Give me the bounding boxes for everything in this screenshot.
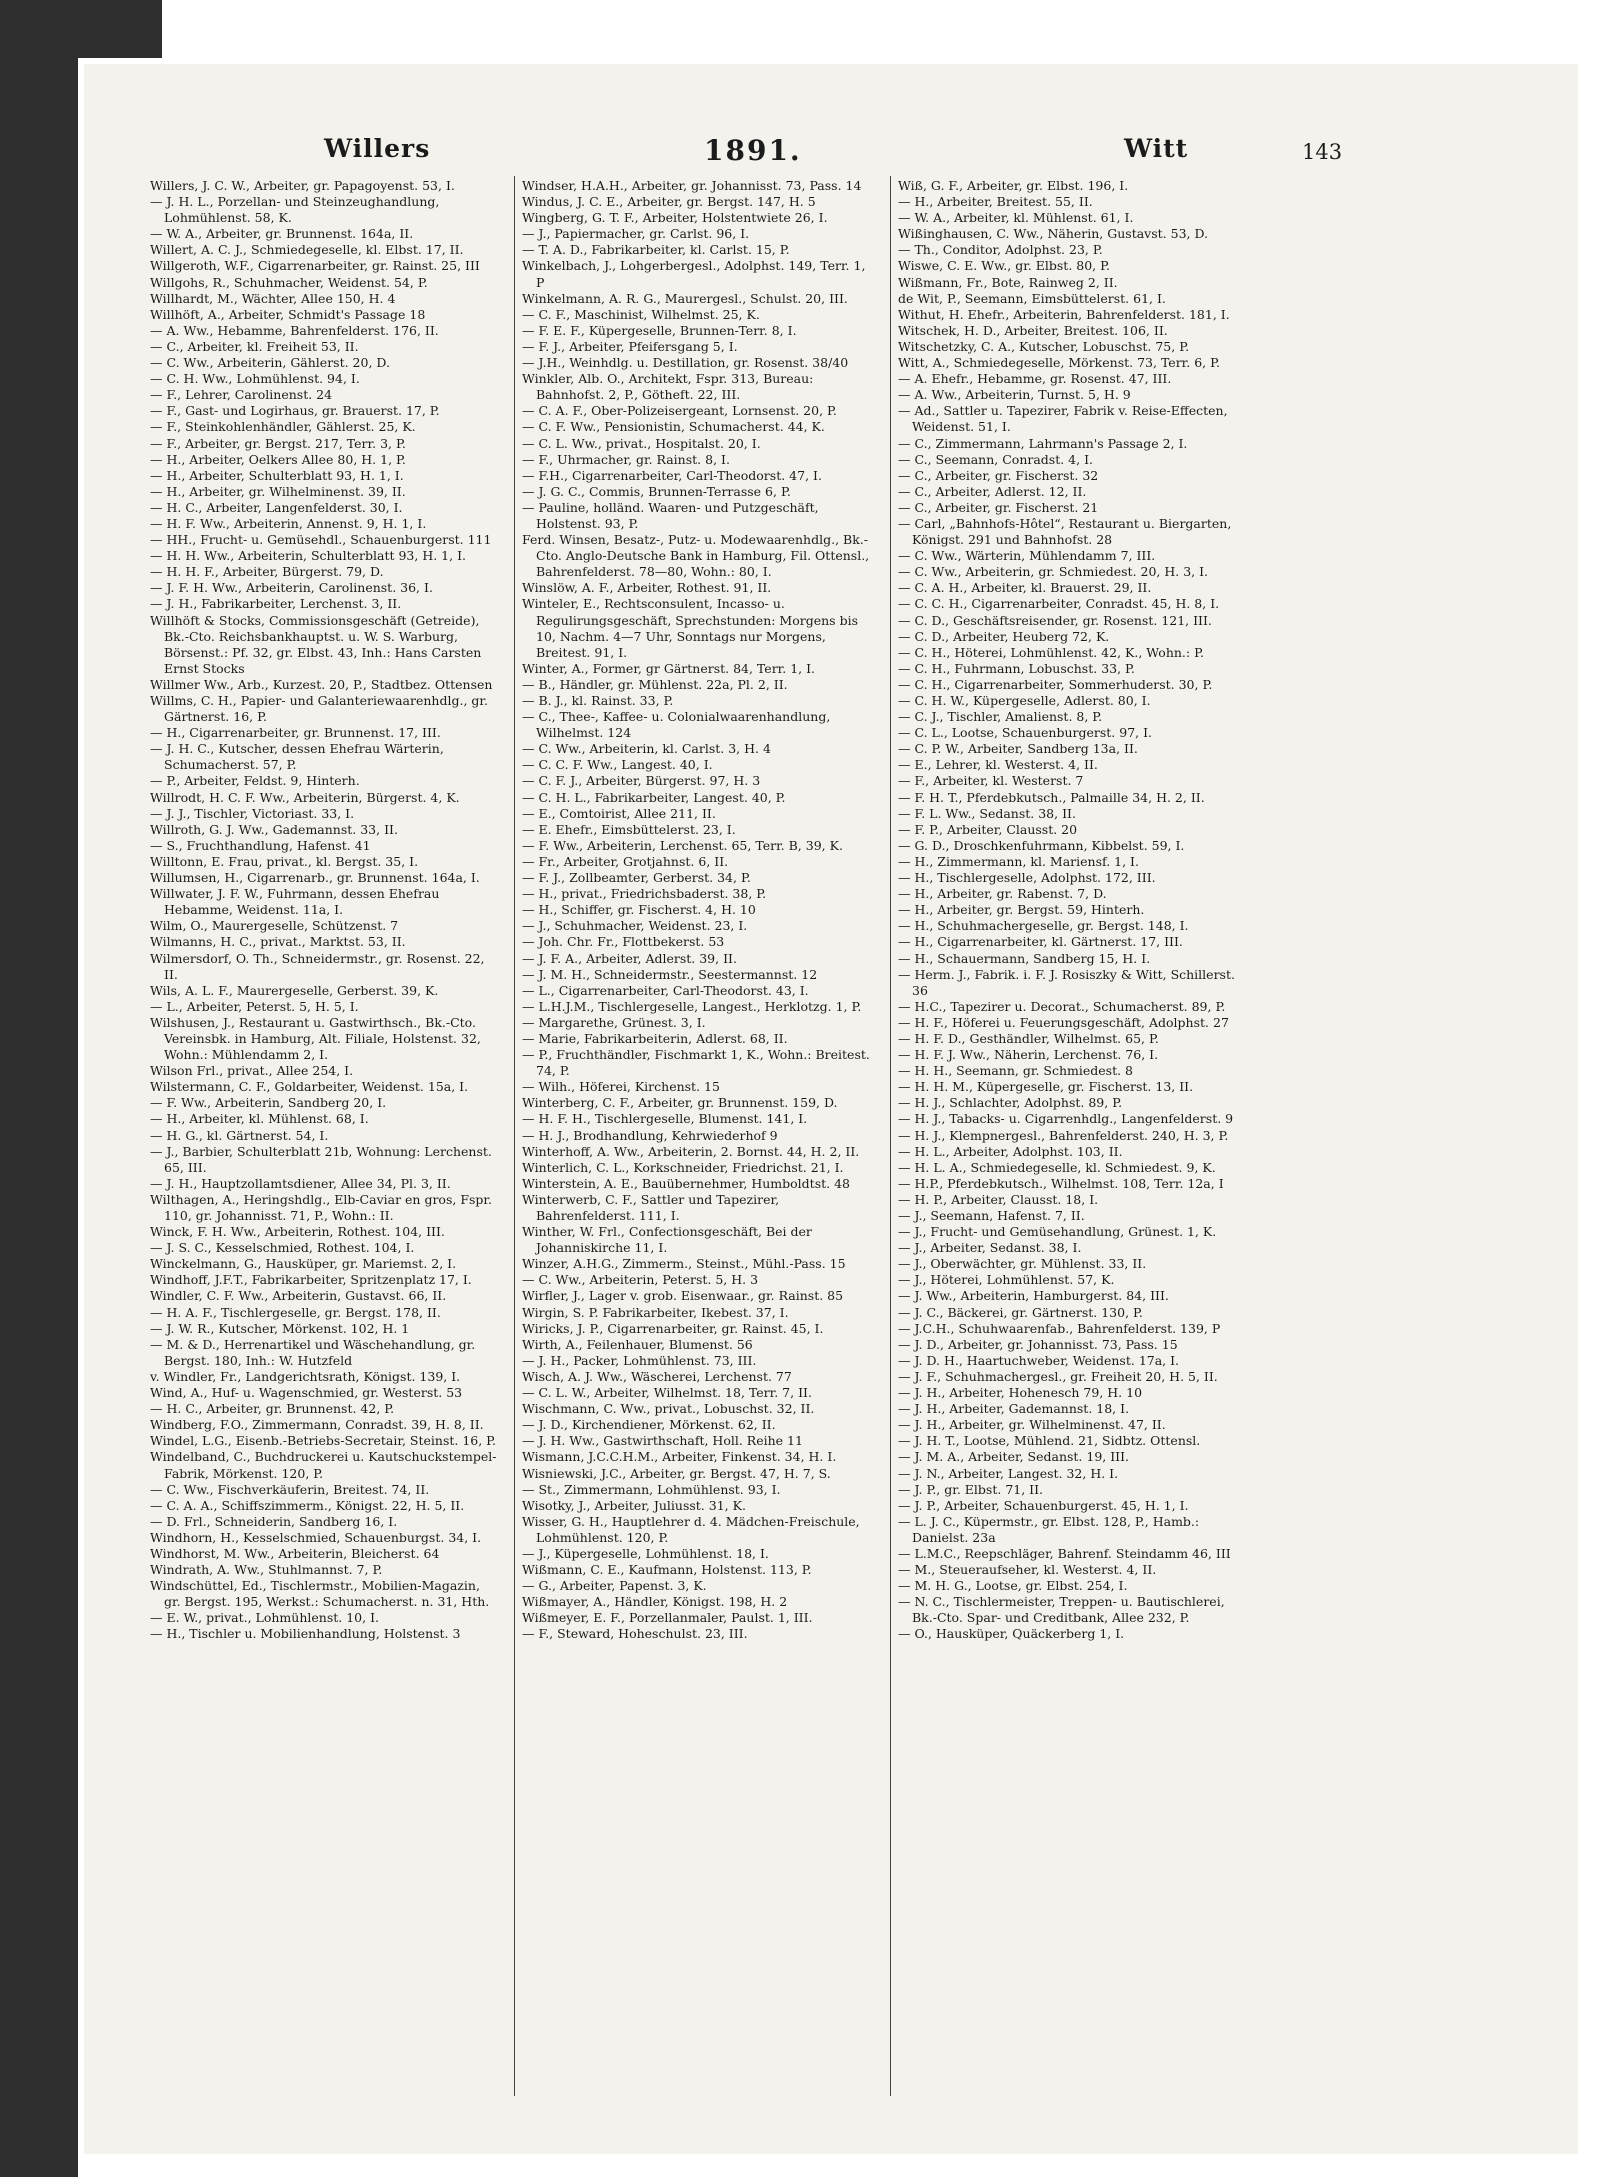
directory-entry: Wisotky, J., Arbeiter, Juliusst. 31, K. [522,1497,746,1513]
directory-entry: Willmer Ww., Arb., Kurzest. 20, P., Stadtbez. Ottensen [150,676,493,692]
directory-entry: — J. F. A., Arbeiter, Adlerst. 39, II. [522,950,737,966]
directory-entry: Wiricks, J. P., Cigarrenarbeiter, gr. Rainst. 45, I. [522,1320,824,1336]
directory-entry: Winterlich, C. L., Korkschneider, Friedrichst. 21, I. [522,1159,844,1175]
directory-entry: Windschüttel, Ed., Tischlermstr., Mobilien-Magazin, gr. Bergst. 195, Werkst.: Schumacherst. n. 31, Hth. [150,1578,490,1610]
directory-entry: Wiswe, C. E. Ww., gr. Elbst. 80, P. [898,258,1110,274]
directory-entry: — J. D. H., Haartuchweber, Weidenst. 17a, I. [898,1352,1180,1368]
directory-entry: — Herm. J., Fabrik. i. F. J. Rosiszky & Witt, Schillerst. 36 [898,966,1235,998]
directory-entry: Wilstermann, C. F., Goldarbeiter, Weidenst. 15a, I. [150,1079,469,1095]
directory-entry: Wißinghausen, C. Ww., Näherin, Gustavst. 53, D. [898,226,1209,242]
directory-entry: — H. P., Arbeiter, Clausst. 18, I. [898,1191,1099,1207]
directory-entry: — H., Schauermann, Sandberg 15, H. I. [898,950,1151,966]
directory-entry: — H. C., Arbeiter, Langenfelderst. 30, I. [150,499,403,515]
directory-entry: Winckelmann, G., Hausküper, gr. Mariemst. 2, I. [150,1256,457,1272]
directory-entry: — Margarethe, Grünest. 3, I. [522,1014,706,1030]
directory-entry: — C., Arbeiter, gr. Fischerst. 21 [898,499,1099,515]
directory-entry: Wilthagen, A., Heringshdlg., Elb-Caviar en gros, Fspr. 110, gr. Johannisst. 71, P., Wohn.: II. [150,1191,492,1223]
directory-entry: — J. G. C., Commis, Brunnen-Terrasse 6, P. [522,483,791,499]
directory-entry: — J. H., Arbeiter, Gademannst. 18, I. [898,1401,1130,1417]
directory-entry: — H. H., Seemann, gr. Schmiedest. 8 [898,1063,1134,1079]
directory-entry: — H. J., Klempnergesl., Bahrenfelderst. 240, H. 3, P. [898,1127,1229,1143]
directory-entry: — J., Seemann, Hafenst. 7, II. [898,1208,1085,1223]
directory-entry: Wißmeyer, E. F., Porzellanmaler, Paulst. 1, III. [522,1610,813,1626]
directory-entry: — Wilh., Höferei, Kirchenst. 15 [522,1079,720,1095]
directory-entry: — L.H.J.M., Tischlergeselle, Langest., Herklotzg. 1, P. [522,998,862,1014]
directory-entry: — H. F., Höferei u. Feuerungsgeschäft, Adolphst. 27 [898,1014,1229,1030]
directory-entry: — E. Ehefr., Eimsbüttelerst. 23, I. [522,821,736,837]
directory-entry: — J., Höterei, Lohmühlenst. 57, K. [898,1272,1115,1288]
directory-entry: — C. H., Cigarrenarbeiter, Sommerhuderst. 30, P. [898,676,1213,692]
directory-entry: — F., Steward, Hoheschulst. 23, III. [522,1626,748,1642]
directory-entry: Wisch, A. J. Ww., Wäscherei, Lerchenst. 77 [522,1368,792,1384]
directory-entry: — H. H. M., Küpergeselle, gr. Fischerst. 13, II. [898,1079,1194,1095]
directory-entry: Winterhoff, A. Ww., Arbeiterin, 2. Bornst. 44, H. 2, II. [522,1143,860,1159]
directory-entry: Wirfler, J., Lager v. grob. Eisenwaar., gr. Rainst. 85 [522,1288,844,1304]
directory-entry: — J. H., Fabrikarbeiter, Lerchenst. 3, II. [150,596,402,612]
directory-entry: Winkelmann, A. R. G., Maurergesl., Schulst. 20, III. [522,290,848,306]
directory-entry: — J. Ww., Arbeiterin, Hamburgerst. 84, III. [898,1288,1169,1304]
directory-entry: — J. H. C., Kutscher, dessen Ehefrau Wärterin, Schumacherst. 57, P. [150,741,444,773]
left-guide-word: Willers [324,134,431,163]
directory-entry: Willhardt, M., Wächter, Allee 150, H. 4 [150,290,396,306]
directory-entry: Willers, J. C. W., Arbeiter, gr. Papagoyenst. 53, I. [150,178,455,193]
directory-entry: — J.C.H., Schuhwaarenfab., Bahrenfelderst. 139, P [898,1320,1221,1336]
directory-entry: — C. H., Höterei, Lohmühlenst. 42, K., Wohn.: P. [898,644,1204,660]
directory-entry: — J. H., Hauptzollamtsdiener, Allee 34, Pl. 3, II. [150,1175,451,1191]
directory-entry: Windser, H.A.H., Arbeiter, gr. Johannisst. 73, Pass. 14 [522,178,862,193]
directory-entry: — C. H. L., Fabrikarbeiter, Langest. 40, P. [522,789,786,805]
directory-entry: — N. C., Tischlermeister, Treppen- u. Bautischlerei, Bk.-Cto. Spar- und Creditbank, Allee 232, P. [898,1594,1225,1626]
directory-entry: — C., Zimmermann, Lahrmann's Passage 2, I. [898,435,1188,451]
directory-entry: — C. C. H., Cigarrenarbeiter, Conradst. 45, H. 8, I. [898,596,1220,612]
directory-entry: — J. H. T., Lootse, Mühlend. 21, Sidbtz. Ottensl. [898,1433,1201,1449]
directory-entry: — J. D., Arbeiter, gr. Johannisst. 73, Pass. 15 [898,1336,1178,1352]
directory-entry: — J. H. Ww., Gastwirthschaft, Holl. Reihe 11 [522,1433,803,1449]
directory-entry: Wißmann, Fr., Bote, Rainweg 2, II. [898,274,1118,290]
directory-entry: — J. F., Schuhmachergesl., gr. Freiheit 20, H. 5, II. [898,1368,1218,1384]
directory-entry: — L., Cigarrenarbeiter, Carl-Theodorst. 43, I. [522,982,809,998]
directory-entry: — H., Zimmermann, kl. Mariensf. 1, I. [898,853,1139,869]
directory-entry: — Joh. Chr. Fr., Flottbekerst. 53 [522,934,725,950]
directory-entry: — B., Händler, gr. Mühlenst. 22a, Pl. 2, II. [522,676,788,692]
directory-entry: — C. D., Arbeiter, Heuberg 72, K. [898,628,1110,644]
directory-entry: Wismann, J.C.C.H.M., Arbeiter, Finkenst. 34, H. I. [522,1449,837,1465]
directory-entry: — J. M. A., Arbeiter, Sedanst. 19, III. [898,1449,1130,1465]
directory-entry: — C. Ww., Arbeiterin, Peterst. 5, H. 3 [522,1272,759,1288]
directory-entry: Wisser, G. H., Hauptlehrer d. 4. Mädchen-Freischule, Lohmühlenst. 120, P. [522,1513,860,1545]
directory-entry: Winterwerb, C. F., Sattler und Tapezirer, Bahrenfelderst. 111, I. [522,1191,780,1223]
directory-entry: Winter, A., Former, gr Gärtnerst. 84, Terr. 1, I. [522,660,816,676]
directory-entry: Willhöft & Stocks, Commissionsgeschäft (Getreide), Bk.-Cto. Reichsbankhauptst. u. W. S. Warburg, Börsenst.: Pf. 32, gr. Elbst. 43, Inh.: Hans Carsten Ernst Stocks [150,612,482,676]
directory-entry: — C. Ww., Wärterin, Mühlendamm 7, III. [898,548,1156,564]
directory-entry: Wilmanns, H. C., privat., Marktst. 53, II. [150,934,406,950]
directory-entry: — H. L., Arbeiter, Adolphst. 103, II. [898,1143,1123,1159]
directory-entry: — C., Thee-, Kaffee- u. Colonialwaarenhandlung, Wilhelmst. 124 [522,709,831,741]
directory-entry: — F. P., Arbeiter, Clausst. 20 [898,821,1078,837]
directory-entry: — M., Steueraufseher, kl. Westerst. 4, II. [898,1562,1157,1578]
directory-entry: — J. H., Packer, Lohmühlenst. 73, III. [522,1352,757,1368]
directory-entry: Windler, C. F. Ww., Arbeiterin, Gustavst. 66, II. [150,1288,447,1304]
directory-entry: — H., Tischlergeselle, Adolphst. 172, III. [898,870,1156,886]
directory-entry: — J. W. R., Kutscher, Mörkenst. 102, H. 1 [150,1320,410,1336]
directory-entry: — M. & D., Herrenartikel und Wäschehandlung, gr. Bergst. 180, Inh.: W. Hutzfeld [150,1336,476,1368]
directory-entry: — G., Arbeiter, Papenst. 3, K. [522,1578,707,1594]
scanner-edge-top [0,0,162,58]
directory-entry: — F., Lehrer, Carolinenst. 24 [150,387,333,403]
directory-entry: — St., Zimmermann, Lohmühlenst. 93, I. [522,1481,781,1497]
directory-entry: — J., Arbeiter, Sedanst. 38, I. [898,1240,1082,1256]
directory-entry: — H. G., kl. Gärtnerst. 54, I. [150,1127,329,1143]
page-number: 143 [1302,140,1343,164]
directory-entry: — J., Schuhmacher, Weidenst. 23, I. [522,918,748,934]
directory-entry: — C. A. A., Schiffszimmerm., Königst. 22, H. 5, II. [150,1497,465,1513]
directory-entry: — C., Arbeiter, gr. Fischerst. 32 [898,467,1099,483]
directory-entry: v. Windler, Fr., Landgerichtsrath, Königst. 139, I. [150,1368,461,1384]
directory-entry: Witschek, H. D., Arbeiter, Breitest. 106, II. [898,322,1168,338]
directory-entry: — Marie, Fabrikarbeiterin, Adlerst. 68, II. [522,1030,788,1046]
directory-entry: — J. F. H. Ww., Arbeiterin, Carolinenst. 36, I. [150,580,433,596]
directory-entry: — H., Arbeiter, gr. Bergst. 59, Hinterh. [898,902,1145,918]
directory-entry: — C. Ww., Arbeiterin, kl. Carlst. 3, H. 4 [522,741,771,757]
directory-entry: — H., Arbeiter, Schulterblatt 93, H. 1, I. [150,467,404,483]
directory-entry: — C. L. Ww., privat., Hospitalst. 20, I. [522,435,761,451]
column-divider [890,176,891,2096]
directory-entry: Windrath, A. Ww., Stuhlmannst. 7, P. [150,1562,383,1578]
directory-entry: Windberg, F.O., Zimmermann, Conradst. 39, H. 8, II. [150,1417,484,1433]
directory-entry: — B. J., kl. Rainst. 33, P. [522,693,674,708]
directory-entry: Wißmayer, A., Händler, Königst. 198, H. 2 [522,1594,788,1610]
directory-entry: Willhöft, A., Arbeiter, Schmidt's Passage 18 [150,306,426,322]
directory-column-3 [898,178,1246,2108]
directory-entry: — A. Ehefr., Hebamme, gr. Rosenst. 47, III. [898,371,1172,387]
directory-entry: — L.M.C., Reepschläger, Bahrenf. Steindamm 46, III [898,1545,1231,1561]
directory-entry: — F. Ww., Arbeiterin, Lerchenst. 65, Terr. B, 39, K. [522,837,843,853]
directory-entry: Winterstein, A. E., Bauübernehmer, Humboldtst. 48 [522,1175,850,1191]
directory-entry: — F.H., Cigarrenarbeiter, Carl-Theodorst. 47, I. [522,467,822,483]
directory-entry: — C. F. J., Arbeiter, Bürgerst. 97, H. 3 [522,773,761,789]
directory-entry: — F., Gast- und Logirhaus, gr. Brauerst. 17, P. [150,403,440,419]
directory-entry: — D. Frl., Schneiderin, Sandberg 16, I. [150,1513,398,1529]
directory-entry: Winteler, E., Rechtsconsulent, Incasso- u. Regulirungsgeschäft, Sprechstunden: Morgens bis 10, Nachm. 4—7 Uhr, Sonntags nur Morgens, Breitest. 91, I. [522,596,858,660]
directory-entry: — C. F. Ww., Pensionistin, Schumacherst. 44, K. [522,419,825,435]
directory-entry: — C. F., Maschinist, Wilhelmst. 25, K. [522,306,760,322]
directory-entry: Withut, H. Ehefr., Arbeiterin, Bahrenfelderst. 181, I. [898,306,1230,322]
directory-entry: Willert, A. C. J., Schmiedegeselle, kl. Elbst. 17, II. [150,242,464,258]
directory-entry: — F., Arbeiter, kl. Westerst. 7 [898,773,1084,789]
directory-entry: Willumsen, H., Cigarrenarb., gr. Brunnenst. 164a, I. [150,870,480,886]
directory-entry: Willms, C. H., Papier- und Galanteriewaarenhdlg., gr. Gärtnerst. 16, P. [150,693,488,725]
directory-entry: — H. C., Arbeiter, gr. Brunnenst. 42, P. [150,1401,395,1417]
directory-entry: Winterberg, C. F., Arbeiter, gr. Brunnenst. 159, D. [522,1095,838,1111]
directory-entry: — H. H. F., Arbeiter, Bürgerst. 79, D. [150,564,384,580]
directory-entry: — O., Hausküper, Quäckerberg 1, I. [898,1626,1125,1642]
directory-entry: — A. Ww., Hebamme, Bahrenfelderst. 176, II. [150,322,439,338]
directory-entry: Wilson Frl., privat., Allee 254, I. [150,1063,354,1079]
directory-entry: Willroth, G. J. Ww., Gademannst. 33, II. [150,821,398,837]
directory-entry: — H., Arbeiter, Breitest. 55, II. [898,194,1093,210]
directory-entry: — C. L. W., Arbeiter, Wilhelmst. 18, Terr. 7, II. [522,1385,812,1401]
directory-entry: — H., Arbeiter, Oelkers Allee 80, H. 1, P. [150,451,406,467]
directory-entry: Windus, J. C. E., Arbeiter, gr. Bergst. 147, H. 5 [522,194,816,210]
directory-entry: Wisniewski, J.C., Arbeiter, gr. Bergst. 47, H. 7, S. [522,1465,831,1481]
directory-entry: — C., Arbeiter, Adlerst. 12, II. [898,483,1087,499]
directory-entry: — J., Papiermacher, gr. Carlst. 96, I. [522,226,750,242]
directory-entry: — C. H. Ww., Lohmühlenst. 94, I. [150,371,360,387]
directory-entry: — C. Ww., Fischverkäuferin, Breitest. 74, II. [150,1481,430,1497]
directory-entry: — H. F. Ww., Arbeiterin, Annenst. 9, H. 1, I. [150,515,427,531]
directory-entry: — H. L. A., Schmiedegeselle, kl. Schmiedest. 9, K. [898,1159,1216,1175]
directory-entry: — J., Küpergeselle, Lohmühlenst. 18, I. [522,1545,769,1561]
directory-column-1 [150,178,498,2108]
directory-entry: — L. J. C., Küpermstr., gr. Elbst. 128, P., Hamb.: Danielst. 23a [898,1513,1200,1545]
directory-entry: — F. E. F., Küpergeselle, Brunnen-Terr. 8, I. [522,322,797,338]
directory-entry: — L., Arbeiter, Peterst. 5, H. 5, I. [150,998,359,1014]
directory-entry: Witschetzky, C. A., Kutscher, Lobuschst. 75, P. [898,338,1190,354]
directory-entry: — F. L. Ww., Sedanst. 38, II. [898,805,1076,821]
directory-entry: — M. H. G., Lootse, gr. Elbst. 254, I. [898,1578,1128,1594]
directory-entry: — F. H. T., Pferdebkutsch., Palmaille 34, H. 2, II. [898,789,1205,805]
directory-entry: — J., Frucht- und Gemüsehandlung, Grünest. 1, K. [898,1224,1217,1240]
directory-entry: — A. Ww., Arbeiterin, Turnst. 5, H. 9 [898,387,1131,403]
directory-page [84,64,1578,2154]
directory-entry: Winkelbach, J., Lohgerbergesl., Adolphst. 149, Terr. 1, P [522,258,866,290]
column-divider [514,176,515,2096]
directory-entry: — F., Uhrmacher, gr. Rainst. 8, I. [522,451,730,467]
directory-entry: — C., Arbeiter, kl. Freiheit 53, II. [150,338,359,354]
directory-entry: — Ad., Sattler u. Tapezirer, Fabrik v. Reise-Effecten, Weidenst. 51, I. [898,403,1228,435]
directory-entry: — H. F. H., Tischlergeselle, Blumenst. 141, I. [522,1111,808,1127]
directory-entry: — Fr., Arbeiter, Grotjahnst. 6, II. [522,853,729,869]
directory-entry: Winslöw, A. F., Arbeiter, Rothest. 91, II. [522,580,772,596]
scanner-edge-left [0,0,78,2177]
directory-entry: Ferd. Winsen, Besatz-, Putz- u. Modewaarenhdlg., Bk.-Cto. Anglo-Deutsche Bank in Hamburg, Fil. Ottensl., Bahrenfelderst. 78—80, Wohn.: 80, I. [522,532,870,580]
directory-entry: — C., Seemann, Conradst. 4, I. [898,451,1093,467]
directory-entry: Wils, A. L. F., Maurergeselle, Gerberst. 39, K. [150,982,439,998]
directory-entry: Windhorn, H., Kesselschmied, Schauenburgst. 34, I. [150,1529,482,1545]
directory-entry: — G. D., Droschkenfuhrmann, Kibbelst. 59, I. [898,837,1185,853]
directory-entry: — J. M. H., Schneidermstr., Seestermannst. 12 [522,966,818,982]
directory-entry: — F. J., Zollbeamter, Gerberst. 34, P. [522,870,751,886]
directory-entry: — J. S. C., Kesselschmied, Rothest. 104, I. [150,1240,415,1256]
directory-entry: — C. J., Tischler, Amalienst. 8, P. [898,709,1103,725]
directory-entry: — H., Arbeiter, kl. Mühlenst. 68, I. [150,1111,369,1127]
directory-entry: Willgeroth, W.F., Cigarrenarbeiter, gr. Rainst. 25, III [150,258,480,274]
right-guide-word: Witt [1124,134,1189,163]
directory-entry: Wingberg, G. T. F., Arbeiter, Holstentwiete 26, I. [522,210,828,226]
directory-entry: — J. H., Arbeiter, gr. Wilhelminenst. 47, II. [898,1417,1166,1433]
directory-entry: Wiß, G. F., Arbeiter, gr. Elbst. 196, I. [898,178,1129,193]
directory-entry: — J. P., gr. Elbst. 71, II. [898,1481,1044,1497]
directory-entry: de Wit, P., Seemann, Eimsbüttelerst. 61, I. [898,290,1166,306]
directory-entry: — H. F. D., Gesthändler, Wilhelmst. 65, P. [898,1030,1159,1046]
directory-column-2 [522,178,870,2108]
directory-entry: — J., Oberwächter, gr. Mühlenst. 33, II. [898,1256,1147,1272]
directory-entry: Wirth, A., Feilenhauer, Blumenst. 56 [522,1336,753,1352]
directory-entry: — S., Fruchthandlung, Hafenst. 41 [150,837,371,853]
directory-entry: — H.P., Pferdebkutsch., Wilhelmst. 108, Terr. 12a, I [898,1175,1224,1191]
directory-entry: — F. Ww., Arbeiterin, Sandberg 20, I. [150,1095,387,1111]
directory-entry: — J. C., Bäckerei, gr. Gärtnerst. 130, P. [898,1304,1143,1320]
directory-entry: — H.C., Tapezirer u. Decorat., Schumacherst. 89, P. [898,998,1226,1014]
directory-entry: — W. A., Arbeiter, kl. Mühlenst. 61, I. [898,210,1134,226]
directory-entry: — H. J., Tabacks- u. Cigarrenhdlg., Langenfelderst. 9 [898,1111,1234,1127]
directory-entry: — H. J., Brodhandlung, Kehrwiederhof 9 [522,1127,778,1143]
directory-entry: — Carl, „Bahnhofs-Hôtel“, Restaurant u. Biergarten, Königst. 291 und Bahnhofst. 28 [898,515,1232,548]
directory-entry: — E., Lehrer, kl. Westerst. 4, II. [898,757,1098,773]
page-header [84,134,1578,178]
directory-entry: — H., Schiffer, gr. Fischerst. 4, H. 10 [522,902,756,918]
directory-entry: — F., Steinkohlenhändler, Gählerst. 25, K. [150,419,416,435]
directory-entry: — P., Arbeiter, Feldst. 9, Hinterh. [150,773,360,789]
directory-entry: Willtonn, E. Frau, privat., kl. Bergst. 35, I. [150,853,419,869]
directory-entry: — W. A., Arbeiter, gr. Brunnenst. 164a, II. [150,226,414,242]
directory-entry: Winkler, Alb. O., Architekt, Fspr. 313, Bureau: Bahnhofst. 2, P., Götheft. 22, III. [522,371,814,403]
directory-entry: Willrodt, H. C. F. Ww., Arbeiterin, Bürgerst. 4, K. [150,789,460,805]
directory-entry: Willwater, J. F. W., Fuhrmann, dessen Ehefrau Hebamme, Weidenst. 11a, I. [150,886,440,918]
directory-entry: — J. H., Arbeiter, Hohenesch 79, H. 10 [898,1385,1143,1401]
directory-entry: — C. D., Geschäftsreisender, gr. Rosenst. 121, III. [898,612,1212,628]
directory-entry: — C. A. H., Arbeiter, kl. Brauerst. 29, II. [898,580,1152,596]
directory-entry: — H., Cigarrenarbeiter, kl. Gärtnerst. 17, III. [898,934,1183,950]
directory-entry: — E., Comtoirist, Allee 211, II. [522,805,716,821]
directory-entry: — C. H. W., Küpergeselle, Adlerst. 80, I. [898,693,1151,708]
directory-entry: — J., Barbier, Schulterblatt 21b, Wohnung: Lerchenst. 65, III. [150,1143,492,1175]
directory-entry: — C. H., Fuhrmann, Lobuschst. 33, P. [898,660,1135,676]
directory-entry: — H. H. Ww., Arbeiterin, Schulterblatt 93, H. 1, I. [150,548,466,564]
directory-entry: Willgohs, R., Schuhmacher, Weidenst. 54, P. [150,274,428,290]
directory-entry: — C. Ww., Arbeiterin, gr. Schmiedest. 20, H. 3, I. [898,564,1209,580]
directory-entry: — H., Arbeiter, gr. Wilhelminenst. 39, II. [150,483,406,499]
directory-entry: — C. C. F. Ww., Langest. 40, I. [522,757,713,773]
directory-entry: — J. J., Tischler, Victoriast. 33, I. [150,805,355,821]
directory-entry: — J. H. L., Porzellan- und Steinzeughandlung, Lohmühlenst. 58, K. [150,194,440,226]
directory-entry: — C. L., Lootse, Schauenburgerst. 97, I. [898,725,1153,741]
directory-entry: — H. A. F., Tischlergeselle, gr. Bergst. 178, II. [150,1304,441,1320]
directory-entry: — C. P. W., Arbeiter, Sandberg 13a, II. [898,741,1138,757]
directory-entry: Wind, A., Huf- u. Wagenschmied, gr. Westerst. 53 [150,1385,463,1401]
directory-entry: — H., Tischler u. Mobilienhandlung, Holstenst. 3 [150,1626,461,1642]
directory-entry: — H., privat., Friedrichsbaderst. 38, P. [522,886,767,902]
directory-entry: Witt, A., Schmiedegeselle, Mörkenst. 73, Terr. 6, P. [898,355,1220,371]
directory-entry: Wilm, O., Maurergeselle, Schützenst. 7 [150,918,399,934]
directory-entry: Winck, F. H. Ww., Arbeiterin, Rothest. 104, III. [150,1224,445,1240]
directory-entry: — Pauline, holländ. Waaren- und Putzgeschäft, Holstenst. 93, P. [522,499,819,531]
directory-entry: — J. N., Arbeiter, Langest. 32, H. I. [898,1465,1119,1481]
directory-entry: Windhoff, J.F.T., Fabrikarbeiter, Spritzenplatz 17, I. [150,1272,472,1288]
directory-entry: — J.H., Weinhdlg. u. Destillation, gr. Rosenst. 38/40 [522,355,849,371]
directory-entry: Wischmann, C. Ww., privat., Lobuschst. 32, II. [522,1401,815,1417]
directory-entry: Wißmann, C. E., Kaufmann, Holstenst. 113, P. [522,1562,812,1578]
directory-entry: — F. J., Arbeiter, Pfeifersgang 5, I. [522,338,738,354]
directory-entry: — Th., Conditor, Adolphst. 23, P. [898,242,1103,258]
directory-entry: Wilshusen, J., Restaurant u. Gastwirthsch., Bk.-Cto. Vereinsbk. in Hamburg, Alt. Filiale, Holstenst. 32, Wohn.: Mühlendamm 2, I. [150,1014,481,1063]
directory-entry: — HH., Frucht- u. Gemüsehdl., Schauenburgerst. 111 [150,532,492,548]
directory-entry: Winzer, A.H.G., Zimmerm., Steinst., Mühl.-Pass. 15 [522,1256,846,1272]
directory-entry: Windhorst, M. Ww., Arbeiterin, Bleicherst. 64 [150,1545,440,1561]
directory-entry: Winther, W. Frl., Confectionsgeschäft, Bei der Johanniskirche 11, I. [522,1224,812,1256]
directory-entry: — T. A. D., Fabrikarbeiter, kl. Carlst. 15, P. [522,242,790,258]
directory-entry: — J. P., Arbeiter, Schauenburgerst. 45, H. 1, I. [898,1497,1189,1513]
directory-entry: — J. D., Kirchendiener, Mörkenst. 62, II. [522,1417,776,1433]
year-heading: 1891. [704,134,802,167]
directory-entry: — H., Cigarrenarbeiter, gr. Brunnenst. 17, III. [150,725,441,741]
directory-entry: — C. Ww., Arbeiterin, Gählerst. 20, D. [150,355,390,371]
directory-entry: Windelband, C., Buchdruckerei u. Kautschuckstempel-Fabrik, Mörkenst. 120, P. [150,1449,497,1481]
directory-entry: Wirgin, S. P. Fabrikarbeiter, Ikebest. 37, I. [522,1304,789,1320]
directory-entry: — F., Arbeiter, gr. Bergst. 217, Terr. 3, P. [150,435,406,451]
directory-entry: — H., Arbeiter, gr. Rabenst. 7, D. [898,886,1107,902]
directory-entry: — C. A. F., Ober-Polizeisergeant, Lornsenst. 20, P. [522,403,837,419]
directory-entry: — H. J., Schlachter, Adolphst. 89, P. [898,1095,1123,1111]
directory-entry: Wilmersdorf, O. Th., Schneidermstr., gr. Rosenst. 22, II. [150,950,485,982]
directory-entry: Windel, L.G., Eisenb.-Betriebs-Secretair, Steinst. 16, P. [150,1433,497,1449]
directory-entry: — H. F. J. Ww., Näherin, Lerchenst. 76, I. [898,1047,1159,1063]
directory-entry: — E. W., privat., Lohmühlenst. 10, I. [150,1610,379,1626]
directory-entry: — P., Fruchthändler, Fischmarkt 1, K., Wohn.: Breitest. 74, P. [522,1047,870,1079]
directory-entry: — H., Schuhmachergeselle, gr. Bergst. 148, I. [898,918,1189,934]
